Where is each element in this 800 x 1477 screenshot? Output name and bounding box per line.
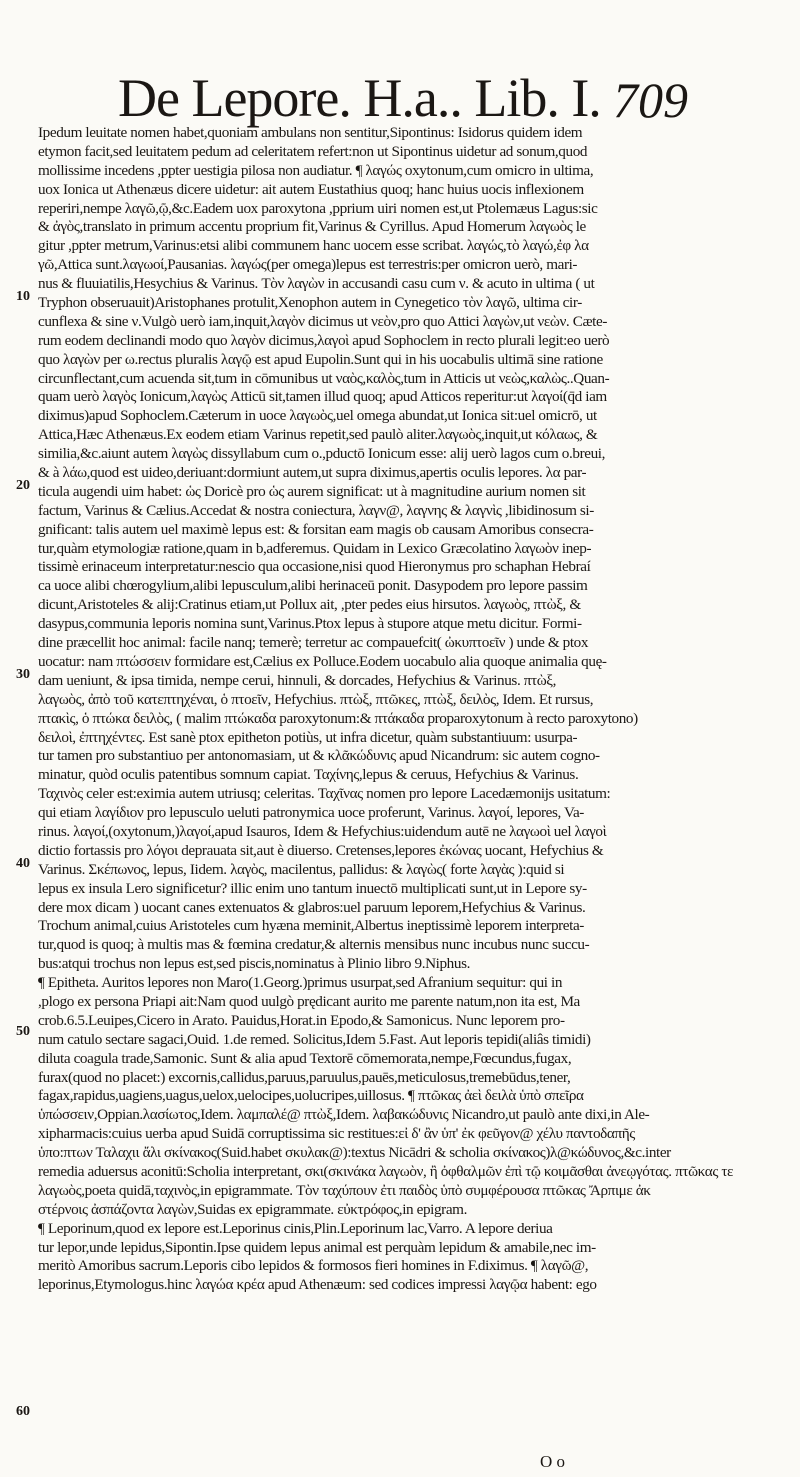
text-line-content: rinus. λαγοί,(oxytonum,)λαγοί,apud Isauros, Idem & Hefychius:uidendum autē ne λαγωοὶ uel λαγοὶ <box>38 822 607 840</box>
text-line <box>38 615 790 634</box>
text-line <box>38 1163 790 1182</box>
text-line-content: gnificant: talis autem uel maximè lepus est: & forsitan eam magis ob causam Amoribus consecra- <box>38 520 594 538</box>
text-line-content: quam uerò λαγὸς Ionicum,λαγὼς Atticū sit,tamen illud quoq; apud Atticos reperitur:ut λαγοί(q̄d iam <box>38 388 607 406</box>
text-line-content: diximus)apud Sophoclem.Cæterum in uoce λαγωὸς,uel omega abundat,ut Ionica sit:uel omicrō, ut <box>38 407 597 425</box>
text-line-content: uox Ionica ut Athenæus dicere uidetur: ait autem Eustathius quoq; hanc huius uocis inflexionem <box>38 180 584 198</box>
text-line-content: circunflectant,cum acuenda sit,tum in cōmunibus ut ναὸς,καλὸς,tum in Atticis ut νεὼς,καλὼς..Quan- <box>38 369 610 387</box>
text-line-content: minatur, quòd oculis patentibus somnum capiat. Ταχίνης,lepus & ceruus, Hefychius & Varinus. <box>38 766 579 784</box>
text-line <box>38 993 790 1012</box>
text-line-content: bus:atqui trochus non lepus est,sed piscis,nominatus à Plinio libro 9.Niphus. <box>38 955 470 973</box>
text-line <box>38 842 790 861</box>
text-line <box>38 1012 790 1031</box>
text-line-content: ὑπο:πτων Ταλαχιι ἄλι σκίνακος(Suid.habet σκυλακ@):textus Nicādri & scholia σκίνακος)λ@κώδυνος,&c.inter <box>38 1144 671 1162</box>
text-line <box>38 974 790 993</box>
text-line-content: tur,quod is quoq; à multis mas & fœmina credatur,& alternis mensibus nunc incubus nunc succu- <box>38 936 590 954</box>
text-line <box>38 1201 790 1220</box>
text-line <box>38 294 790 313</box>
text-line <box>38 407 790 426</box>
text-line-content: δειλοὶ, ἐπτηχέντες. Est sanè ptox epitheton potiùs, ut infra dicetur, quàm substantiuum: usurpa- <box>38 728 578 746</box>
text-line <box>38 237 790 256</box>
text-line-content: γῶ,Attica sunt.λαγωοί,Pausanias. λαγώς(per omega)lepus est terrestris:per omicron uerò, mari- <box>38 256 578 274</box>
text-line-content: reperiri,nempe λαγῶ,ῷ,&c.Eadem uox paroxytona ,pprium uiri nomen est,ut Ptolemæus Lagus:sic <box>38 199 598 217</box>
text-line-content: dictio fortassis pro λόγοι deprauata sit,aut è diuerso. Cretenses,lepores ἐκώνας uocant, Hefychius & <box>38 841 604 859</box>
text-line-content: mollissime incedens ,ppter uestigia pilosa non audiatur. ¶ λαγώς oxytonum,cum omicro in ultima, <box>38 161 594 179</box>
text-line <box>38 823 790 842</box>
text-line-content: uocatur: nam πτώσσειν formidare est,Cælius ex Polluce.Eodem uocabulo alia quoque animalia quę- <box>38 652 607 670</box>
text-line-content: ca uoce alibi chœrogylium,alibi lepusculum,alibi herinaceū ponit. Dasypodem pro lepore passim <box>38 577 588 595</box>
text-line <box>38 1182 790 1201</box>
text-line <box>38 502 790 521</box>
text-line <box>38 1144 790 1163</box>
text-line <box>38 445 790 464</box>
text-line-content: tissimè erinaceum interpretatur:nescio qua occasione,nisi quod Hieronymus pro schaphan Hebraí <box>38 558 591 576</box>
text-line <box>38 426 790 445</box>
text-line <box>38 577 790 596</box>
text-line <box>38 162 790 181</box>
text-line-content: στέρνοις ἀσπάζοντα λαγὼν,Suidas ex epigrammate. εὐκτρόφος,in epigram. <box>38 1200 467 1218</box>
line-number-marker: 30 <box>16 667 30 682</box>
text-line <box>38 256 790 275</box>
text-line <box>38 634 790 653</box>
text-line <box>38 181 790 200</box>
text-line <box>38 785 790 804</box>
line-number-marker: 20 <box>16 478 30 493</box>
page-number: 709 <box>613 72 688 128</box>
text-line <box>38 332 790 351</box>
text-line <box>38 1031 790 1050</box>
text-line-content: tur tamen pro substantiuo per antonomasiam, ut & κλᾶκώδυνις apud Nicandrum: sic autem cogno- <box>38 747 600 765</box>
text-line-content: dicunt,Aristoteles & alij:Cratinus etiam,ut Pollux ait, ,pter pedes eius hirsutos. λαγωὸς, πτὼξ, & <box>38 596 581 614</box>
text-line-content: tur,quàm etymologiæ ratione,quam in b,adferemus. Quidam in Lexico Græcolatino λαγωὸν inep- <box>38 539 592 557</box>
text-line-content: Ταχινὸς celer est:eximia autem utriusq; celeritas. Ταχῖνας nomen pro lepore Lacedæmonijs usitatum: <box>38 785 611 803</box>
text-line-content: ¶ Leporinum,quod ex lepore est.Leporinus cinis,Plin.Leporinum lac,Varro. A lepore deriua <box>38 1219 553 1237</box>
text-line-content: & ἀγὸς,translato in primum accentu proprium fit,Varinus & Cyrillus. Apud Homerum λαγωὸς le <box>38 218 586 236</box>
text-line-content: lepus ex insula Lero significetur? illic enim uno tantum inuectō multiplicati sunt,ut in Lepore sy- <box>38 879 587 897</box>
text-line-content: λαγωὸς, ἀπὸ τοῦ κατεπτηχέναι, ὁ πτοεῖν, Hefychius. πτὼξ, πτῶκες, πτὼξ, δειλὸς, Idem. Et rursus, <box>38 690 594 708</box>
text-line-content: & à λάω,quod est uideo,deriuant:dormiunt autem,ut supra diximus,apertis oculis lepores. λα par- <box>38 464 587 482</box>
text-line-content: Varinus. Σκέπωνος, lepus, Iidem. λαγὸς, macilentus, pallidus: & λαγὼς( forte λαγὰς ):quid si <box>38 860 565 878</box>
text-line <box>38 483 790 502</box>
text-line <box>38 1276 790 1295</box>
text-line <box>38 804 790 823</box>
text-line-content: factum, Varinus & Cælius.Accedat & nostra coniectura, λαγν@, λαγνης & λαγνὶς ,libidinosum si- <box>38 501 594 519</box>
signature-mark: O o <box>540 1452 566 1471</box>
line-number-marker: 60 <box>16 1404 30 1419</box>
text-line-content: Tryphon obseruauit)Aristophanes protulit,Xenophon autem in Cynegetico τὸν λαγῶ, ultima cir- <box>38 294 582 312</box>
text-line-content: λαγωὸς,poeta quidā,ταχινὸς,in epigrammate. Τὸν ταχύπουν ἐτι παιδὸς ὑπὸ συμφέρουσα πτῶκας Ἄρπιμε ἀκ <box>38 1181 651 1199</box>
text-line-content: Trochum animal,cuius Aristoteles cum hyæna meminit,Albertus ineptissimè leporem interpreta- <box>38 917 584 935</box>
text-line <box>38 766 790 785</box>
text-line-content: fagax,rapidus,uagiens,uagus,uelox,uelocipes,uolucripes,uillosus. ¶ πτῶκας ἀεὶ δειλὰ ὑπὸ σπεῖρα <box>38 1087 584 1105</box>
text-line-content: Ipedum leuitate nomen habet,quoniam ambulans non sentitur,Sipontinus: Isidorus quidem idem <box>38 124 583 141</box>
text-line <box>38 936 790 955</box>
text-line <box>38 540 790 559</box>
text-line <box>38 1239 790 1258</box>
text-line <box>38 1050 790 1069</box>
text-line <box>38 917 790 936</box>
text-line <box>38 1125 790 1144</box>
text-line-content: πτακὶς, ὁ πτώκα δειλὸς, ( malim πτώκαδα paroxytonum:& πτάκαδα proparoxytonum à recto paroxytono) <box>38 709 638 727</box>
text-line <box>38 351 790 370</box>
text-line-content: gitur ,ppter metrum,Varinus:etsi alibi communem hanc uocem esse scribat. λαγώς,τὸ λαγώ,ἐφ λα <box>38 237 589 255</box>
text-line <box>38 521 790 540</box>
text-line <box>38 313 790 332</box>
text-line-content: dasypus,communia leporis nomina sunt,Varinus.Ptox lepus à stupore atque metu dicitur. Formi- <box>38 615 582 633</box>
text-line-content: meritò Amoribus sacrum.Leporis cibo lepidos & formosos fieri homines in F.diximus. ¶ λαγῶ@, <box>38 1257 589 1275</box>
text-line <box>38 710 790 729</box>
text-line-content: dine præcellit hoc animal: facile nanq; temerè; terretur ac compauefcit( ὠκυπτοεῖν ) unde & ptox <box>38 634 589 652</box>
text-line-content: nus & fluuiatilis,Hesychius & Varinus. Τὸν λαγὼν in accusandi casu cum ν. & acuto in ultima ( ut <box>38 275 595 293</box>
text-line-content: similia,&c.aiunt autem λαγὼς dissyllabum cum o.,pductō Ionicum esse: alij uerò lagos cum o.breui, <box>38 445 605 463</box>
text-line-content: cunflexa & sine ν.Vulgò uerò iam,inquit,λαγὸν dicimus ut νεὸν,pro quo Attici λαγὼν,ut νεὼν. Cæte- <box>38 312 607 330</box>
text-line <box>38 729 790 748</box>
text-line <box>38 1087 790 1106</box>
text-line-content: ¶ Epitheta. Auritos lepores non Maro(1.Georg.)primus usurpat,sed Afranium sequitur: qui in <box>38 974 563 992</box>
text-line-content: crob.6.5.Leuipes,Cicero in Arato. Pauidus,Horat.in Epodo,& Samonicus. Nunc leporem pro- <box>38 1011 565 1029</box>
text-line <box>38 1069 790 1088</box>
line-number-marker: 50 <box>16 1024 30 1039</box>
text-line-content: ὑπώσσειν,Oppian.λασίωτος,Idem. λαμπαλέ@ πτὼξ,Idem. λαβακώδυνις Nicandro,ut paulò ante dixi,in Ale- <box>38 1106 650 1124</box>
text-line <box>38 672 790 691</box>
text-line-content: rum eodem declinandi modo quo λαγὸν dicimus,λαγοὶ apud Sophoclem in recto plurali legit:eo uerò <box>38 331 610 349</box>
body-text-block <box>38 124 790 1295</box>
text-line-content: ,plogo ex persona Priapi ait:Nam quod uulgò prędicant aurito me parente natum,non ita est, Ma <box>38 992 580 1010</box>
text-line-content: etymon facit,sed leuitatem pedum ad celeritatem refert:non ut Sipontinus uidetur ad sonum,quod <box>38 142 588 160</box>
text-line <box>38 1257 790 1276</box>
text-line-content: ticula augendi uim habet: ὡς Doricè pro ὡς aurem significat: ut à magnitudine aurium nomen sit <box>38 482 586 500</box>
text-line <box>38 899 790 918</box>
text-line <box>38 370 790 389</box>
text-line <box>38 861 790 880</box>
text-line-content: furax(quod no placet:) excornis,callidus,paruus,paruulus,pauēs,meticulosus,tremebūdus,tener, <box>38 1068 571 1086</box>
line-number-marker: 10 <box>16 289 30 304</box>
text-line-content: dam ueniunt, & ipsa timida, nempe cerui, hinnuli, & dorcades, Hefychius & Varinus. πτὼξ, <box>38 671 557 689</box>
line-number-marker: 40 <box>16 856 30 871</box>
text-line <box>38 558 790 577</box>
text-line <box>38 124 790 143</box>
text-line-content: Attica,Hæc Athenæus.Ex eodem etiam Varinus repetit,sed paulò aliter.λαγωὸς,inquit,ut κόλαως, & <box>38 426 598 444</box>
text-line-content: tur lepor,unde lepidus,Sipontin.Ipse quidem lepus animal est perquàm lepidum & amabile,nec im- <box>38 1238 596 1256</box>
text-line-content: num catulo sectare sagaci,Ouid. 1.de remed. Solicitus,Idem 5.Fast. Aut leporis tepidi(aliâs timidi) <box>38 1030 591 1048</box>
text-line <box>38 388 790 407</box>
text-line-content: leporinus,Etymologus.hinc λαγώα κρέα apud Athenæum: sed codices impressi λαγῷα habent: ego <box>38 1276 597 1294</box>
text-line <box>38 275 790 294</box>
text-line <box>38 464 790 483</box>
running-title: De Lepore. H.a.. Lib. I. <box>118 68 601 128</box>
text-line <box>38 218 790 237</box>
text-line-content: remedia aduersus aconitū:Scholia interpretant, σκι(σκινάκα λαγωὸν, ἢ ὀφθαλμῶν ἐπὶ τῷ κοιμᾶσθαι ἀνεῳγότας. πτῶκας τε <box>38 1162 734 1180</box>
text-line <box>38 747 790 766</box>
text-line <box>38 596 790 615</box>
text-line-content: dere mox dicam ) uocant canes extenuatos & glabros:uel paruum leporem,Hefychius & Varinus. <box>38 898 586 916</box>
text-line <box>38 691 790 710</box>
text-line <box>38 653 790 672</box>
text-line-content: quo λαγὼν per ω.rectus pluralis λαγῷ est apud Eupolin.Sunt qui in his uocabulis ultimā sine ratione <box>38 350 603 368</box>
text-line-content: qui etiam λαγίδιον pro lepusculo ueluti patronymica uoce proferunt, Varinus. λαγοί, lepores, Va- <box>38 804 584 822</box>
text-line <box>38 200 790 219</box>
text-line <box>38 880 790 899</box>
text-line <box>38 143 790 162</box>
text-line-content: xipharmacis:cuius uerba apud Suidā corruptissima sic restitues:εἰ δ' ἂν ὑπ' ἐκ φεῦγον@ χέλυ παντοδαπῆς <box>38 1125 635 1143</box>
text-line-content: diluta coagula trade,Samonic. Sunt & alia apud Textorē cōmemorata,nempe,Fœcundus,fugax, <box>38 1049 572 1067</box>
text-line <box>38 955 790 974</box>
text-line <box>38 1106 790 1125</box>
text-line <box>38 1220 790 1239</box>
